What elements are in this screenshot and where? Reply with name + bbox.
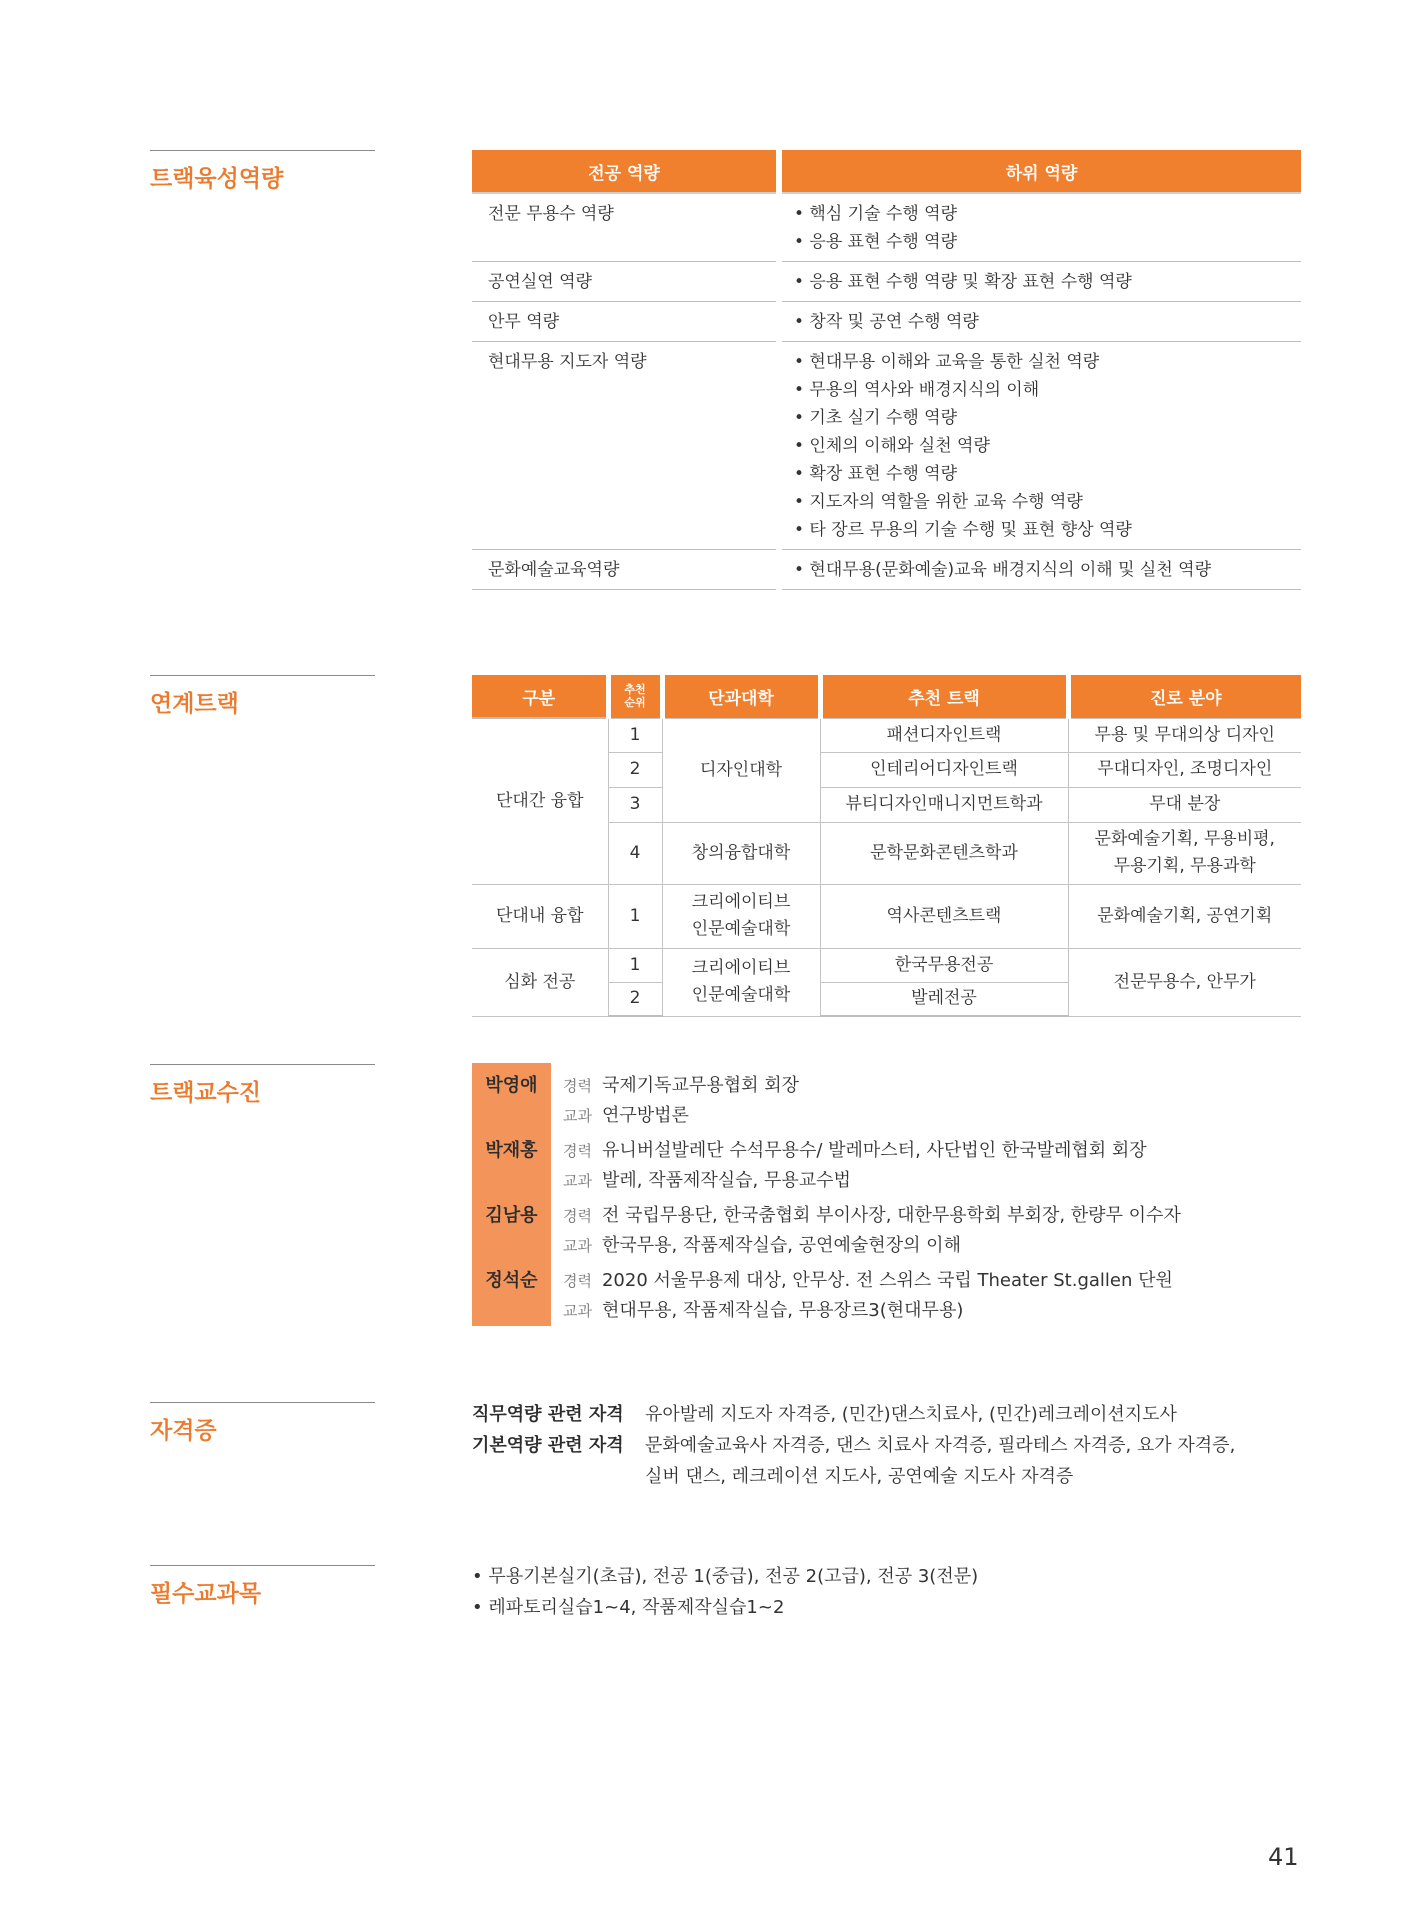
career-tag: 경력 xyxy=(563,1077,592,1095)
college-cell xyxy=(662,884,820,948)
career-cell: 문화예술기획, 공연기획 xyxy=(1068,884,1301,948)
sub-competency-cell xyxy=(779,550,1301,590)
course-text: 한국무용, 작품제작실습, 공연예술현장의 이해 xyxy=(601,1235,961,1256)
major-competency: 현대무용 지도자 역량 xyxy=(472,342,779,550)
header-rank-top: 추천 xyxy=(624,683,646,697)
career-line: 무용기획, 무용과학 xyxy=(1113,856,1256,876)
sub-competency-item: • 응용 표현 수행 역량 xyxy=(794,232,958,252)
section-rule-required xyxy=(150,1565,375,1566)
rank-cell: 3 xyxy=(608,787,662,822)
rank-cell: 4 xyxy=(608,822,662,884)
header-category: 구분 xyxy=(472,675,608,718)
college-line: 인문예술대학 xyxy=(691,919,791,939)
basic-certificate-text: 문화예술교육사 자격증, 댄스 치료사 자격증, 필라테스 자격증, 요가 자격증, xyxy=(645,1435,1236,1456)
sub-competency-item: • 확장 표현 수행 역량 xyxy=(794,464,958,484)
section-title-linked: 연계트랙 xyxy=(150,691,239,717)
major-competency: 문화예술교육역량 xyxy=(472,550,779,590)
section-title-competency: 트랙육성역량 xyxy=(150,166,284,192)
professor-courses xyxy=(563,1231,961,1257)
career-text: 유니버설발레단 수석무용수/ 발레마스터, 사단법인 한국발레협회 회장 xyxy=(601,1140,1147,1161)
section-title-faculty: 트랙교수진 xyxy=(150,1080,262,1106)
sub-competency-item: • 창작 및 공연 수행 역량 xyxy=(794,312,979,332)
college-line: 인문예술대학 xyxy=(691,985,791,1005)
header-rank xyxy=(608,675,662,718)
career-cell: 무대 분장 xyxy=(1068,787,1301,822)
rank-cell: 1 xyxy=(608,884,662,948)
sub-competency-item: • 응용 표현 수행 역량 및 확장 표현 수행 역량 xyxy=(794,272,1132,292)
header-track: 추천 트랙 xyxy=(820,675,1068,718)
track-cell: 한국무용전공 xyxy=(820,948,1068,982)
section-rule-competency xyxy=(150,150,375,151)
table-row xyxy=(472,342,1301,550)
track-cell: 뷰티디자인매니지먼트학과 xyxy=(820,787,1068,822)
header-college: 단과대학 xyxy=(662,675,820,718)
required-course-item: • 레파토리실습1~4, 작품제작실습1~2 xyxy=(472,1597,785,1618)
section-title-required: 필수교과목 xyxy=(150,1581,262,1607)
professor-career xyxy=(563,1136,1147,1162)
college-cell: 창의융합대학 xyxy=(662,822,820,884)
career-line: 문화예술기획, 무용비평, xyxy=(1094,829,1275,849)
table-row xyxy=(472,884,1301,948)
sub-competency-cell xyxy=(779,302,1301,342)
job-certificate-text: 유아발레 지도자 자격증, (민간)댄스치료사, (민간)레크레이션지도사 xyxy=(645,1404,1177,1425)
course-tag: 교과 xyxy=(563,1172,592,1190)
rank-cell: 2 xyxy=(608,982,662,1016)
career-text: 전 국립무용단, 한국춤협회 부이사장, 대한무용학회 부회장, 한량무 이수자 xyxy=(601,1205,1181,1226)
track-cell: 발레전공 xyxy=(820,982,1068,1016)
header-career: 진로 분야 xyxy=(1068,675,1301,718)
competency-table xyxy=(472,150,1301,590)
track-cell: 문학문화콘텐츠학과 xyxy=(820,822,1068,884)
group-label: 심화 전공 xyxy=(472,948,608,1016)
basic-certificate-text: 실버 댄스, 레크레이션 지도사, 공연예술 지도사 자격증 xyxy=(645,1466,1074,1487)
college-line: 크리에이티브 xyxy=(691,958,791,978)
career-text: 국제기독교무용협회 회장 xyxy=(601,1075,799,1096)
table-row xyxy=(472,262,1301,302)
professor-name: 김남용 xyxy=(485,1205,538,1226)
sub-competency-item: • 핵심 기술 수행 역량 xyxy=(794,204,958,224)
professor-name: 박영애 xyxy=(485,1075,538,1096)
course-text: 현대무용, 작품제작실습, 무용장르3(현대무용) xyxy=(601,1300,964,1321)
section-rule-certificates xyxy=(150,1402,375,1403)
track-cell: 인테리어디자인트랙 xyxy=(820,752,1068,787)
sub-competency-item: • 지도자의 역할을 위한 교육 수행 역량 xyxy=(794,492,1083,512)
basic-certificate-label: 기본역량 관련 자격 xyxy=(472,1435,624,1456)
track-cell: 패션디자인트랙 xyxy=(820,718,1068,752)
college-line: 크리에이티브 xyxy=(691,892,791,912)
major-competency: 전문 무용수 역량 xyxy=(472,193,779,262)
career-cell: 전문무용수, 안무가 xyxy=(1068,948,1301,1016)
professor-name: 정석순 xyxy=(485,1270,538,1291)
table-row xyxy=(472,302,1301,342)
section-rule-linked xyxy=(150,675,375,676)
professor-courses xyxy=(563,1296,963,1322)
section-title-certificates: 자격증 xyxy=(150,1418,217,1444)
career-cell: 무용 및 무대의상 디자인 xyxy=(1068,718,1301,752)
track-cell: 역사콘텐츠트랙 xyxy=(820,884,1068,948)
table-row xyxy=(472,948,1301,982)
sub-competency-cell xyxy=(779,342,1301,550)
sub-competency-item: • 무용의 역사와 배경지식의 이해 xyxy=(794,380,1040,400)
professor-career xyxy=(563,1266,1173,1292)
rank-cell: 1 xyxy=(608,718,662,752)
course-tag: 교과 xyxy=(563,1107,592,1125)
group-label: 단대내 융합 xyxy=(472,884,608,948)
professor-career xyxy=(563,1201,1181,1227)
table-row xyxy=(472,193,1301,262)
sub-competency-item: • 타 장르 무용의 기술 수행 및 표현 향상 역량 xyxy=(794,520,1132,540)
sub-competency-cell xyxy=(779,262,1301,302)
course-tag: 교과 xyxy=(563,1237,592,1255)
job-certificate-label: 직무역량 관련 자격 xyxy=(472,1404,624,1425)
professor-career xyxy=(563,1071,799,1097)
sub-competency-item: • 기초 실기 수행 역량 xyxy=(794,408,958,428)
table-row xyxy=(472,550,1301,590)
section-rule-faculty xyxy=(150,1064,375,1065)
required-course-item: • 무용기본실기(초급), 전공 1(중급), 전공 2(고급), 전공 3(전문) xyxy=(472,1566,979,1587)
header-rank-bottom: 순위 xyxy=(624,696,646,710)
career-tag: 경력 xyxy=(563,1142,592,1160)
header-major-competency: 전공 역량 xyxy=(472,150,779,193)
course-text: 연구방법론 xyxy=(601,1105,689,1126)
rank-cell: 1 xyxy=(608,948,662,982)
page-number: 41 xyxy=(1268,1843,1299,1871)
career-tag: 경력 xyxy=(563,1207,592,1225)
professor-name: 박재홍 xyxy=(485,1140,538,1161)
professor-courses xyxy=(563,1166,851,1192)
career-text: 2020 서울무용제 대상, 안무상. 전 스위스 국립 Theater St.gallen 단원 xyxy=(601,1270,1173,1291)
college-cell xyxy=(662,948,820,1016)
professor-courses xyxy=(563,1101,689,1127)
career-cell xyxy=(1068,822,1301,884)
college-cell: 디자인대학 xyxy=(662,718,820,822)
career-cell: 무대디자인, 조명디자인 xyxy=(1068,752,1301,787)
sub-competency-item: • 현대무용(문화예술)교육 배경지식의 이해 및 실천 역량 xyxy=(794,560,1211,580)
group-label: 단대간 융합 xyxy=(472,718,608,884)
course-tag: 교과 xyxy=(563,1302,592,1320)
major-competency: 안무 역량 xyxy=(472,302,779,342)
sub-competency-item: • 현대무용 이해와 교육을 통한 실천 역량 xyxy=(794,352,1100,372)
linked-track-table xyxy=(472,675,1301,1017)
rank-cell: 2 xyxy=(608,752,662,787)
sub-competency-cell xyxy=(779,193,1301,262)
career-tag: 경력 xyxy=(563,1272,592,1290)
table-row xyxy=(472,718,1301,752)
major-competency: 공연실연 역량 xyxy=(472,262,779,302)
course-text: 발레, 작품제작실습, 무용교수법 xyxy=(601,1170,851,1191)
sub-competency-item: • 인체의 이해와 실천 역량 xyxy=(794,436,990,456)
header-sub-competency: 하위 역량 xyxy=(779,150,1301,193)
